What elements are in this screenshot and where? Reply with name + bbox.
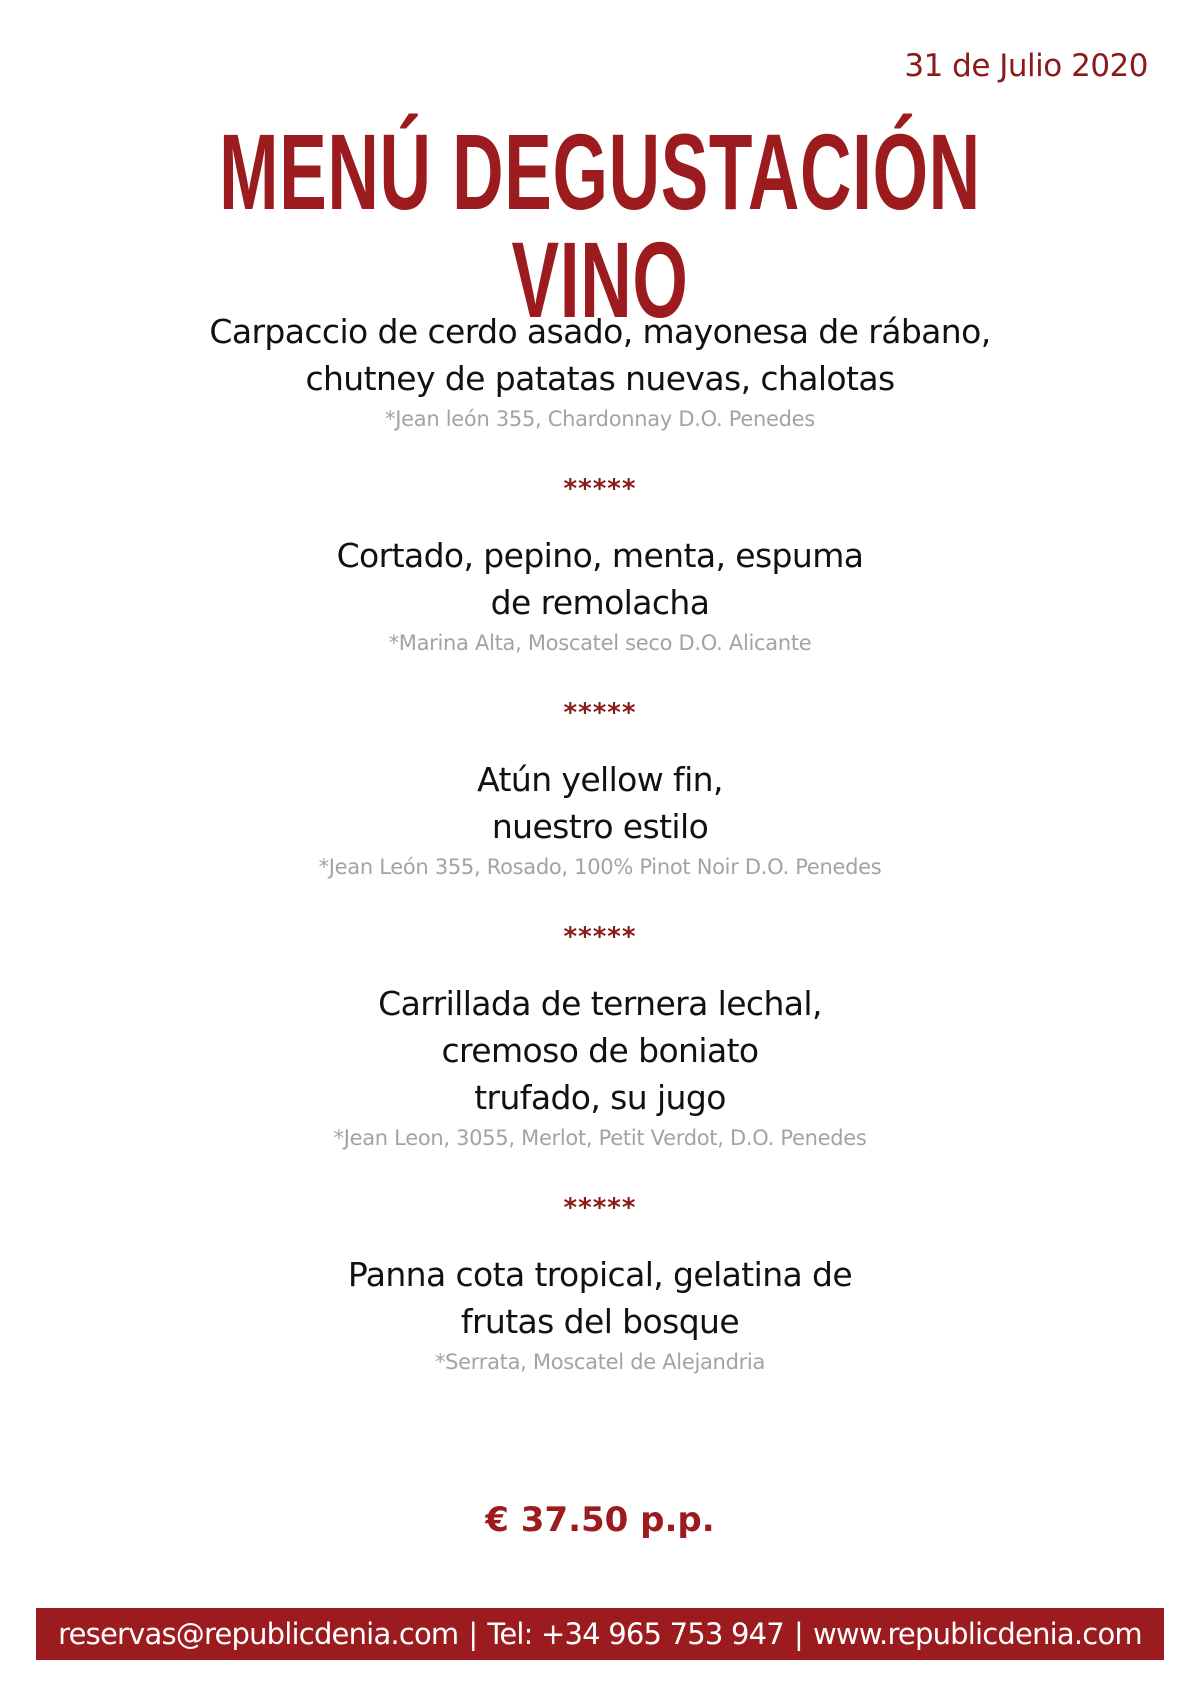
dish-line: trufado, su jugo	[474, 1078, 726, 1117]
course-separator: *****	[563, 922, 637, 952]
course-item	[0, 756, 1200, 882]
wine-pairing: *Jean león 355, Chardonnay D.O. Penedes	[385, 407, 815, 431]
wine-pairing: *Marina Alta, Moscatel seco D.O. Alicante	[388, 631, 812, 655]
dish-line: Carpaccio de cerdo asado, mayonesa de rábano,	[209, 312, 991, 351]
course-item	[0, 532, 1200, 658]
email-link[interactable]: reservas@republicdenia.com	[58, 1617, 459, 1651]
contact-footer	[36, 1608, 1164, 1660]
menu-date: 31 de Julio 2020	[904, 48, 1148, 84]
course-item	[0, 1251, 1200, 1377]
dish-line: de remolacha	[490, 583, 710, 622]
menu-price: € 37.50 p.p.	[485, 1500, 715, 1540]
dish-name	[0, 1251, 1200, 1345]
course-item	[0, 308, 1200, 434]
dish-line: chutney de patatas nuevas, chalotas	[305, 359, 895, 398]
dish-line: Panna cota tropical, gelatina de	[347, 1255, 853, 1294]
menu-title: MENÚ DEGUSTACIÓN VINO	[219, 111, 981, 340]
dish-name	[0, 980, 1200, 1121]
footer-divider: |	[793, 1617, 803, 1651]
dish-line: Carrillada de ternera lechal,	[378, 984, 822, 1023]
dish-name	[0, 532, 1200, 626]
course-separator: *****	[563, 698, 637, 728]
dish-line: frutas del bosque	[460, 1302, 740, 1341]
course-list	[0, 308, 1200, 1377]
dish-line: Cortado, pepino, menta, espuma	[336, 536, 864, 575]
course-separator: *****	[563, 474, 637, 504]
wine-pairing: *Jean Leon, 3055, Merlot, Petit Verdot, D.O. Penedes	[333, 1126, 867, 1150]
footer-divider: |	[468, 1617, 478, 1651]
wine-pairing: *Serrata, Moscatel de Alejandria	[434, 1350, 766, 1374]
dish-line: cremoso de boniato	[441, 1031, 759, 1070]
dish-name	[0, 756, 1200, 850]
dish-line: Atún yellow fin,	[477, 760, 723, 799]
website-link[interactable]: www.republicdenia.com	[812, 1617, 1142, 1651]
wine-pairing: *Jean León 355, Rosado, 100% Pinot Noir D.O. Penedes	[318, 855, 882, 879]
phone-link[interactable]: Tel: +34 965 753 947	[487, 1617, 784, 1651]
dish-line: nuestro estilo	[491, 807, 709, 846]
course-item	[0, 980, 1200, 1153]
dish-name	[0, 308, 1200, 402]
course-separator: *****	[563, 1193, 637, 1223]
